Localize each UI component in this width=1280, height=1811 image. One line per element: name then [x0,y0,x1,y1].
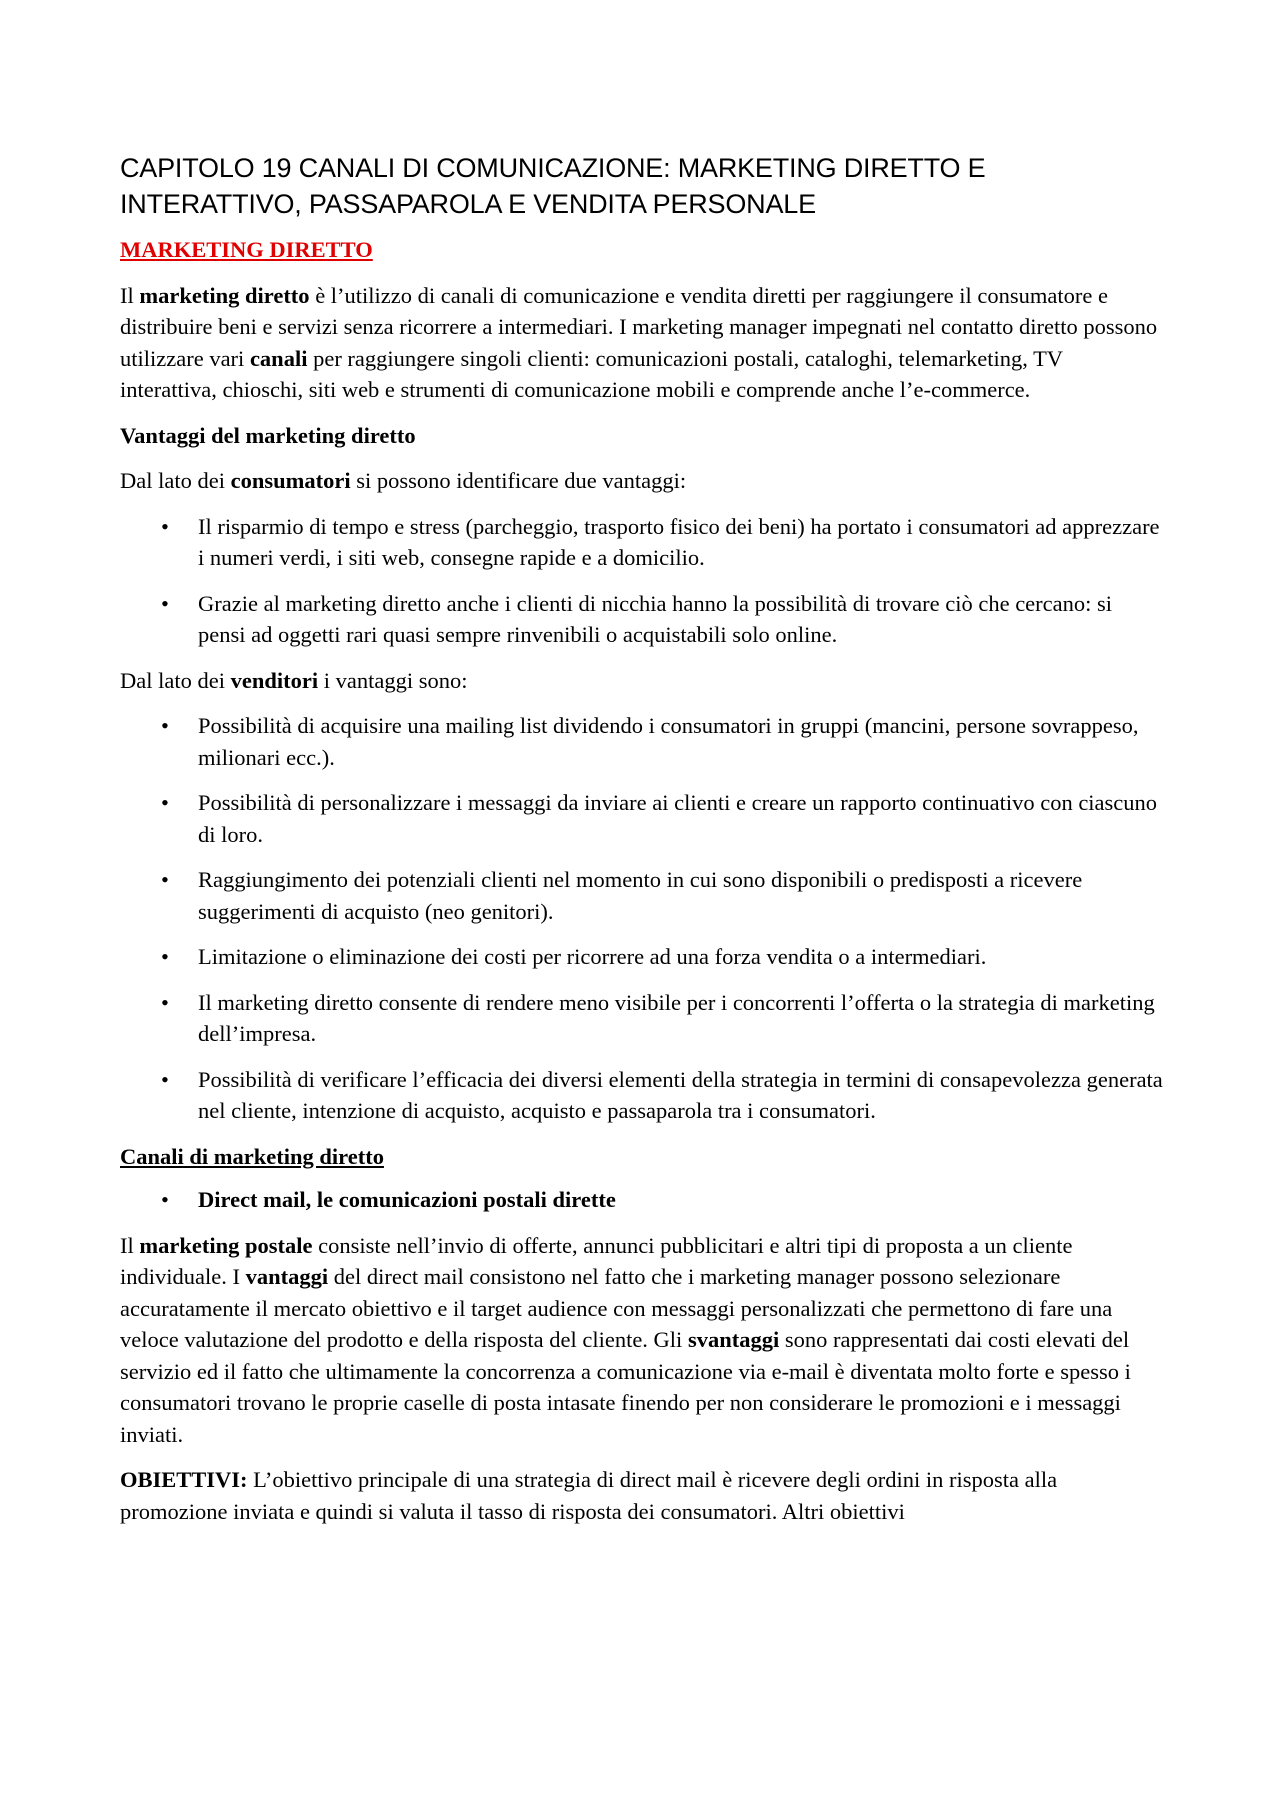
chapter-title [120,150,1165,222]
vantaggi-heading: Vantaggi del marketing diretto [120,422,416,448]
section-heading: MARKETING DIRETTO [120,237,373,262]
chapter-title-line-1: CAPITOLO 19 CANALI DI COMUNICAZIONE: MARKETING DIRETTO E [120,153,986,183]
list-item: • Possibilità di personalizzare i messaggi da inviare ai clienti e creare un rapporto continuativo con ciascuno di loro. [120,787,1165,850]
list-item: • Il risparmio di tempo e stress (parcheggio, trasporto fisico dei beni) ha portato i consumatori ad apprezzare i numeri verdi, i siti web, consegne rapide e a domicilio. [120,511,1165,574]
bullet-icon: • [161,790,169,815]
document-page [120,150,1165,1541]
bullet-icon: • [161,590,169,616]
bullet-icon: • [161,513,169,539]
list-item: • Raggiungimento dei potenziali clienti nel momento in cui sono disponibili o predisposti a ricevere suggerimenti di acquisto (neo genitori). [120,864,1165,927]
list-item: • Il marketing diretto consente di rendere meno visibile per i concorrenti l’offerta o la strategia di marketing dell’impresa. [120,987,1165,1050]
list-item: • Grazie al marketing diretto anche i clienti di nicchia hanno la possibilità di trovare ciò che cercano: si pensi ad oggetti rari quasi sempre rinvenibili o acquistabili solo online. [120,588,1165,651]
list-item: • Possibilità di verificare l’efficacia dei diversi elementi della strategia in termini di consapevolezza generata nel cliente, intenzione di acquisto, acquisto e passaparola tra i consumatori. [120,1064,1165,1127]
chapter-title-line-2: INTERATTIVO, PASSAPAROLA E VENDITA PERSONALE [120,189,816,219]
bullet-icon: • [161,867,169,892]
canali-list [120,1184,1165,1216]
intro-paragraph: Il marketing diretto è l’utilizzo di canali di comunicazione e vendita diretti per raggiungere il consumatore e distribuire beni e servizi senza ricorrere a intermediari. I marketing manager impegnati nel contatto diretto possono utilizzare vari canali per raggiungere singoli clienti: comunicazioni postali, cataloghi, telemarketing, TV interattiva, chioschi, siti web e strumenti di comunicazione mobili e comprende anche l’e-commerce. [120,282,1158,402]
list-item: • Possibilità di acquisire una mailing list dividendo i consumatori in gruppi (mancini, persone sovrappeso, milionari ecc.). [120,710,1165,773]
bullet-icon: • [161,713,169,738]
bullet-icon: • [161,1066,169,1092]
bullet-icon: • [161,1187,169,1212]
postale-paragraph: Il marketing postale consiste nell’invio di offerte, annunci pubblicitari e altri tipi di proposta a un cliente individuale. I vantaggi del direct mail consistono nel fatto che i marketing manager possono selezionare accuratamente il mercato obiettivo e il target audience con messaggi personalizzati che permettono di fare una veloce valutazione del prodotto e della risposta del cliente. Gli svantaggi sono rappresentati dai costi elevati del servizio ed il fatto che ultimamente la concorrenza a comunicazione via e-mail è diventata molto forte e spesso i consumatori trovano le proprie caselle di posta intasate finendo per non considerare le promozioni e i messaggi inviati. [120,1232,1131,1447]
consumatori-intro: Dal lato dei consumatori si possono identificare due vantaggi: [120,468,687,493]
direct-mail-subheading: Direct mail, le comunicazioni postali dirette [198,1187,616,1212]
obiettivi-paragraph: OBIETTIVI: L’obiettivo principale di una strategia di direct mail è ricevere degli ordini in risposta alla promozione inviata e quindi si valuta il tasso di risposta dei consumatori. Altri obiettivi [120,1467,1058,1524]
bullet-icon: • [161,944,169,969]
venditori-intro: Dal lato dei venditori i vantaggi sono: [120,667,468,693]
consumatori-list [120,511,1165,651]
venditori-list [120,710,1165,1127]
bullet-icon: • [161,989,169,1015]
list-item: • Limitazione o eliminazione dei costi per ricorrere ad una forza vendita o a intermediari. [120,941,1165,973]
canali-heading: Canali di marketing diretto [120,1143,384,1169]
list-item [120,1184,1165,1216]
